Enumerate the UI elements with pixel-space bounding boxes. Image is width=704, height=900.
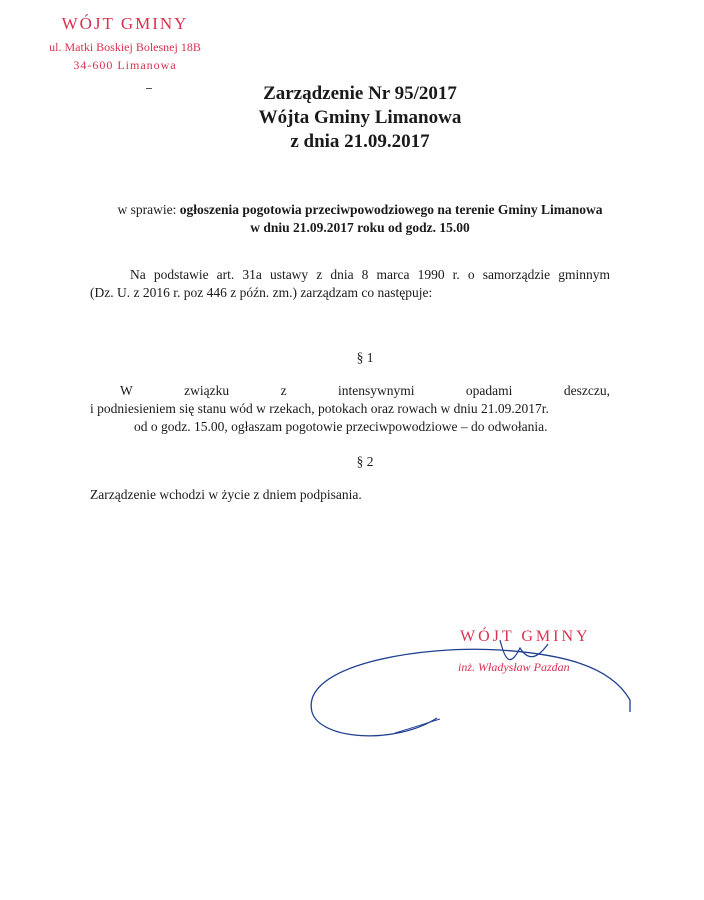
document-date: z dnia 21.09.2017	[290, 131, 430, 152]
section-2-heading: § 2	[356, 454, 374, 469]
word: opadami	[465, 383, 513, 398]
stamp-office-title: WÓJT GMINY	[61, 14, 189, 33]
stamp-address-city: 34-600 Limanowa	[73, 58, 177, 72]
word: 8	[361, 267, 369, 282]
word: Na	[130, 267, 146, 282]
word: art.	[216, 267, 235, 282]
word: związku	[184, 383, 230, 398]
signature-stamp	[440, 628, 620, 675]
document-issuer: Wójta Gminy Limanowa	[258, 107, 462, 128]
word: 31a	[242, 267, 262, 282]
legal-basis-line2: (Dz. U. z 2016 r. poz 446 z późn. zm.) zarządzam co następuje:	[90, 285, 433, 300]
word: intensywnymi	[338, 383, 415, 398]
word: z	[316, 267, 323, 282]
word: z	[280, 383, 287, 398]
word: r.	[452, 267, 460, 282]
word: ustawy	[269, 267, 309, 282]
subject-text-line2: w dniu 21.09.2017 roku od godz. 15.00	[250, 220, 470, 235]
word: gminnym	[558, 267, 610, 282]
stamp-office-title: WÓJT GMINY	[460, 628, 591, 645]
stamp-address-street: ul. Matki Boskiej Bolesnej 18B	[49, 40, 201, 54]
document-title: Zarządzenie Nr 95/2017	[263, 83, 457, 104]
word: 1990	[417, 267, 445, 282]
word: podstawie	[153, 267, 209, 282]
word: dnia	[330, 267, 354, 282]
word: marca	[376, 267, 410, 282]
word: samorządzie	[482, 267, 551, 282]
word: o	[467, 267, 475, 282]
section-1-heading: § 1	[356, 350, 374, 365]
subject-text-line1: ogłoszenia pogotowia przeciwpowodziowego na terenie Gminy Limanowa	[179, 202, 603, 217]
subject-prefix: w sprawie:	[117, 202, 177, 217]
word: deszczu,	[563, 383, 610, 398]
section-1-line2: i podniesieniem się stanu wód w rzekach, potokach oraz rowach w dniu 21.09.2017r.	[90, 401, 549, 416]
stamp-signatory-name: inż. Władysław Pazdan	[458, 660, 570, 674]
word: W	[120, 383, 133, 398]
section-2-paragraph: Zarządzenie wchodzi w życie z dniem podpisania.	[90, 487, 362, 502]
section-1-line3: od o godz. 15.00, ogłaszam pogotowie przeciwpowodziowe – do odwołania.	[134, 419, 548, 434]
